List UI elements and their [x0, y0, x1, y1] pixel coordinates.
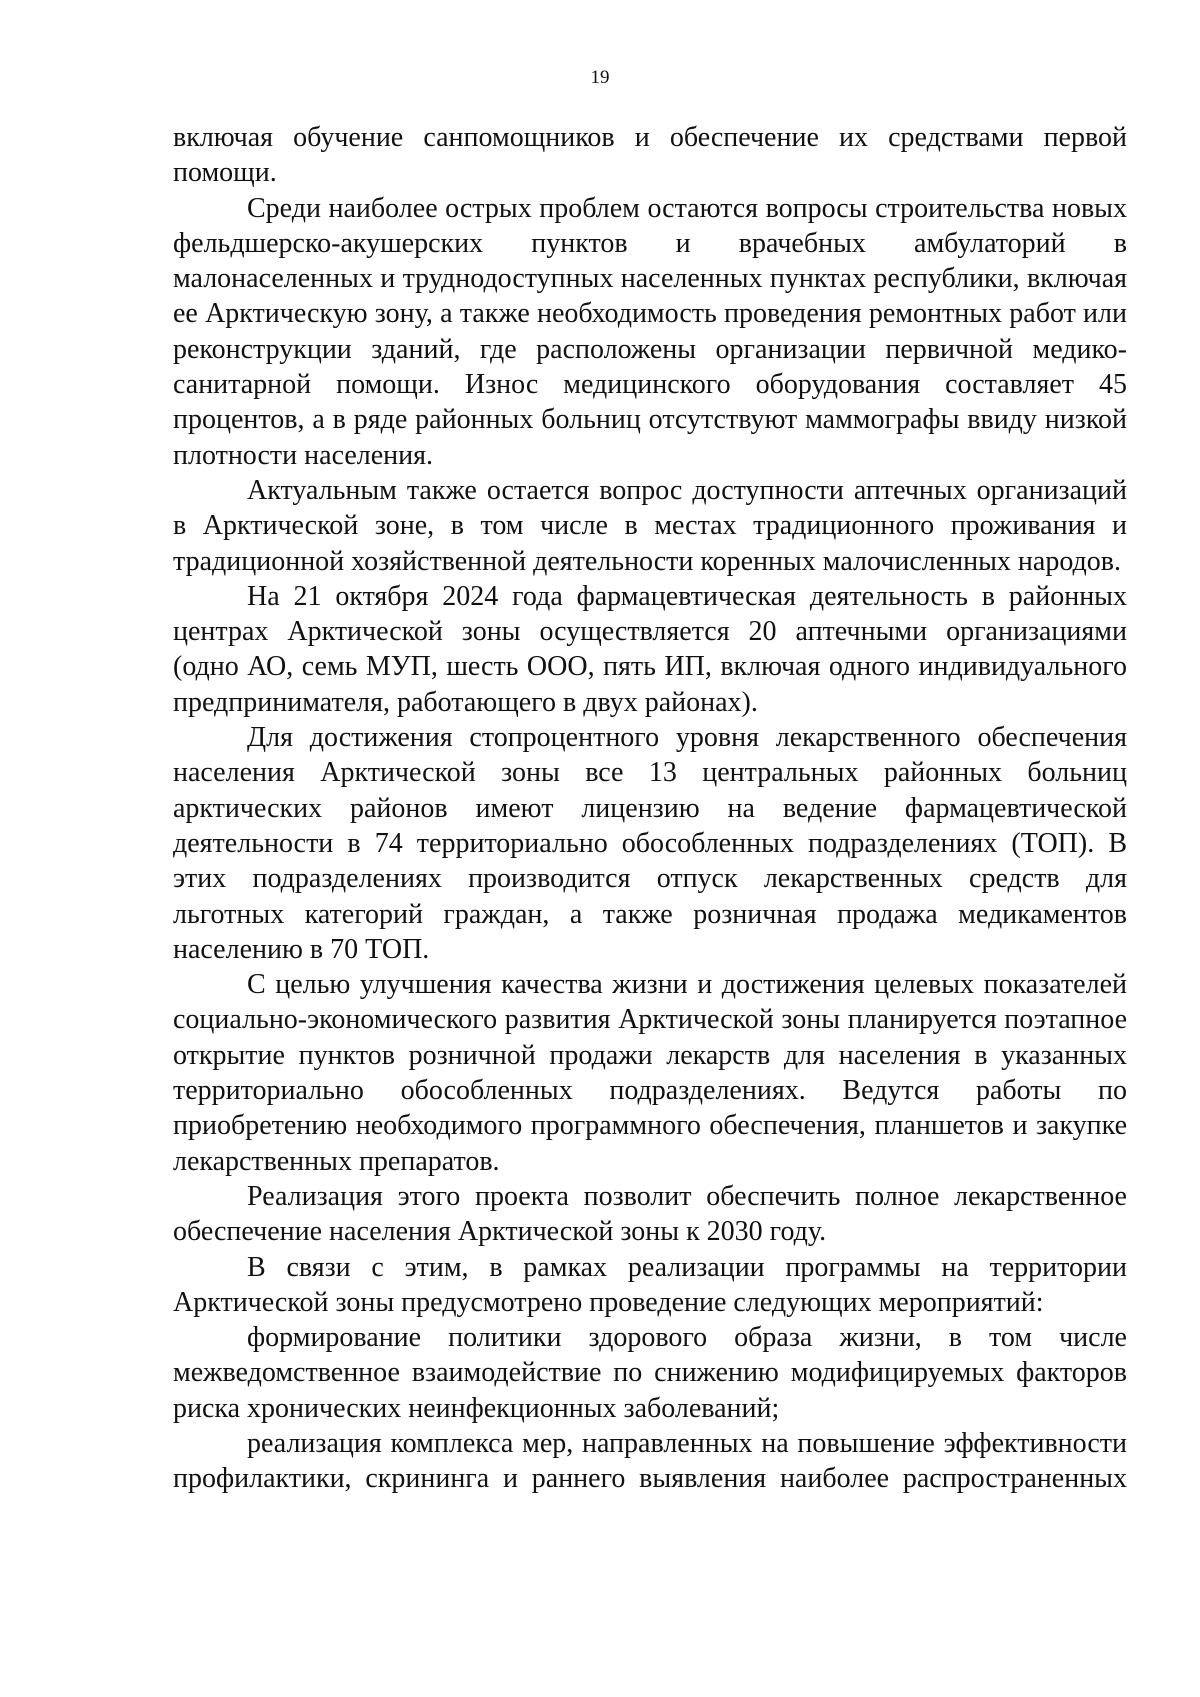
paragraph-hospital-licenses: Для достижения стопроцентного уровня лекарственного обеспечения населения Арктической зоны все 13 центральных районных больниц арктических районов имеют лицензию на ведение фармацевтической деятельности в 74 территориально обособленных подразделениях (ТОП). В этих подразделениях производится отпуск лекарственных средств для льготных категорий граждан, а также розничная продажа медикаментов населению в 70 ТОП.: [173, 722, 1127, 965]
paragraph-continuation: включая обучение санпомощников и обеспечение их средствами первой помощи.: [173, 122, 1127, 189]
page-number: 19: [590, 67, 610, 88]
paragraph-pharmacy-count: На 21 октября 2024 года фармацевтическая деятельность в районных центрах Арктической зоны осуществляется 20 аптечными организациями (одно АО, семь МУП, шесть ООО, пять ИП, включая одного индивидуального предпринимателя, работающего в двух районах).: [173, 580, 1127, 718]
paragraph-healthcare-problems: Среди наиболее острых проблем остаются вопросы строительства новых фельдшерско-акушерских пунктов и врачебных амбулаторий в малонаселенных и труднодоступных населенных пунктах республики, включая ее Арктическую зону, а также необходимость проведения ремонтных работ или реконструкции зданий, где расположены организации первичной медико-санитарной помощи. Износ медицинского оборудования составляет 45 процентов, а в ряде районных больниц отсутствуют маммографы ввиду низкой плотности населения.: [173, 192, 1127, 471]
paragraph-pharmacy-access: Актуальным также остается вопрос доступности аптечных организаций в Арктической зоне, в том числе в местах традиционного проживания и традиционной хозяйственной деятельности коренных малочисленных народов.: [173, 474, 1127, 577]
paragraph-program-measures: В связи с этим, в рамках реализации программы на территории Арктической зоны предусмотрено проведение следующих мероприятий:: [173, 1251, 1127, 1318]
measure-healthy-lifestyle: формирование политики здорового образа жизни, в том числе межведомственное взаимодействие по снижению модифицируемых факторов риска хронических неинфекционных заболеваний;: [173, 1322, 1127, 1424]
document-body: [173, 120, 1127, 1497]
paragraph-project-goal: Реализация этого проекта позволит обеспечить полное лекарственное обеспечение населения Арктической зоны к 2030 году.: [173, 1180, 1127, 1248]
measure-prevention-screening: реализация комплекса мер, направленных на повышение эффективности профилактики, скрининга и раннего выявления наиболее распространенных: [173, 1427, 1127, 1495]
paragraph-retail-points: С целью улучшения качества жизни и достижения целевых показателей социально-экономического развития Арктической зоны планируется поэтапное открытие пунктов розничной продажи лекарств для населения в указанных территориально обособленных подразделениях. Ведутся работы по приобретению необходимого программного обеспечения, планшетов и закупке лекарственных препаратов.: [173, 969, 1127, 1177]
